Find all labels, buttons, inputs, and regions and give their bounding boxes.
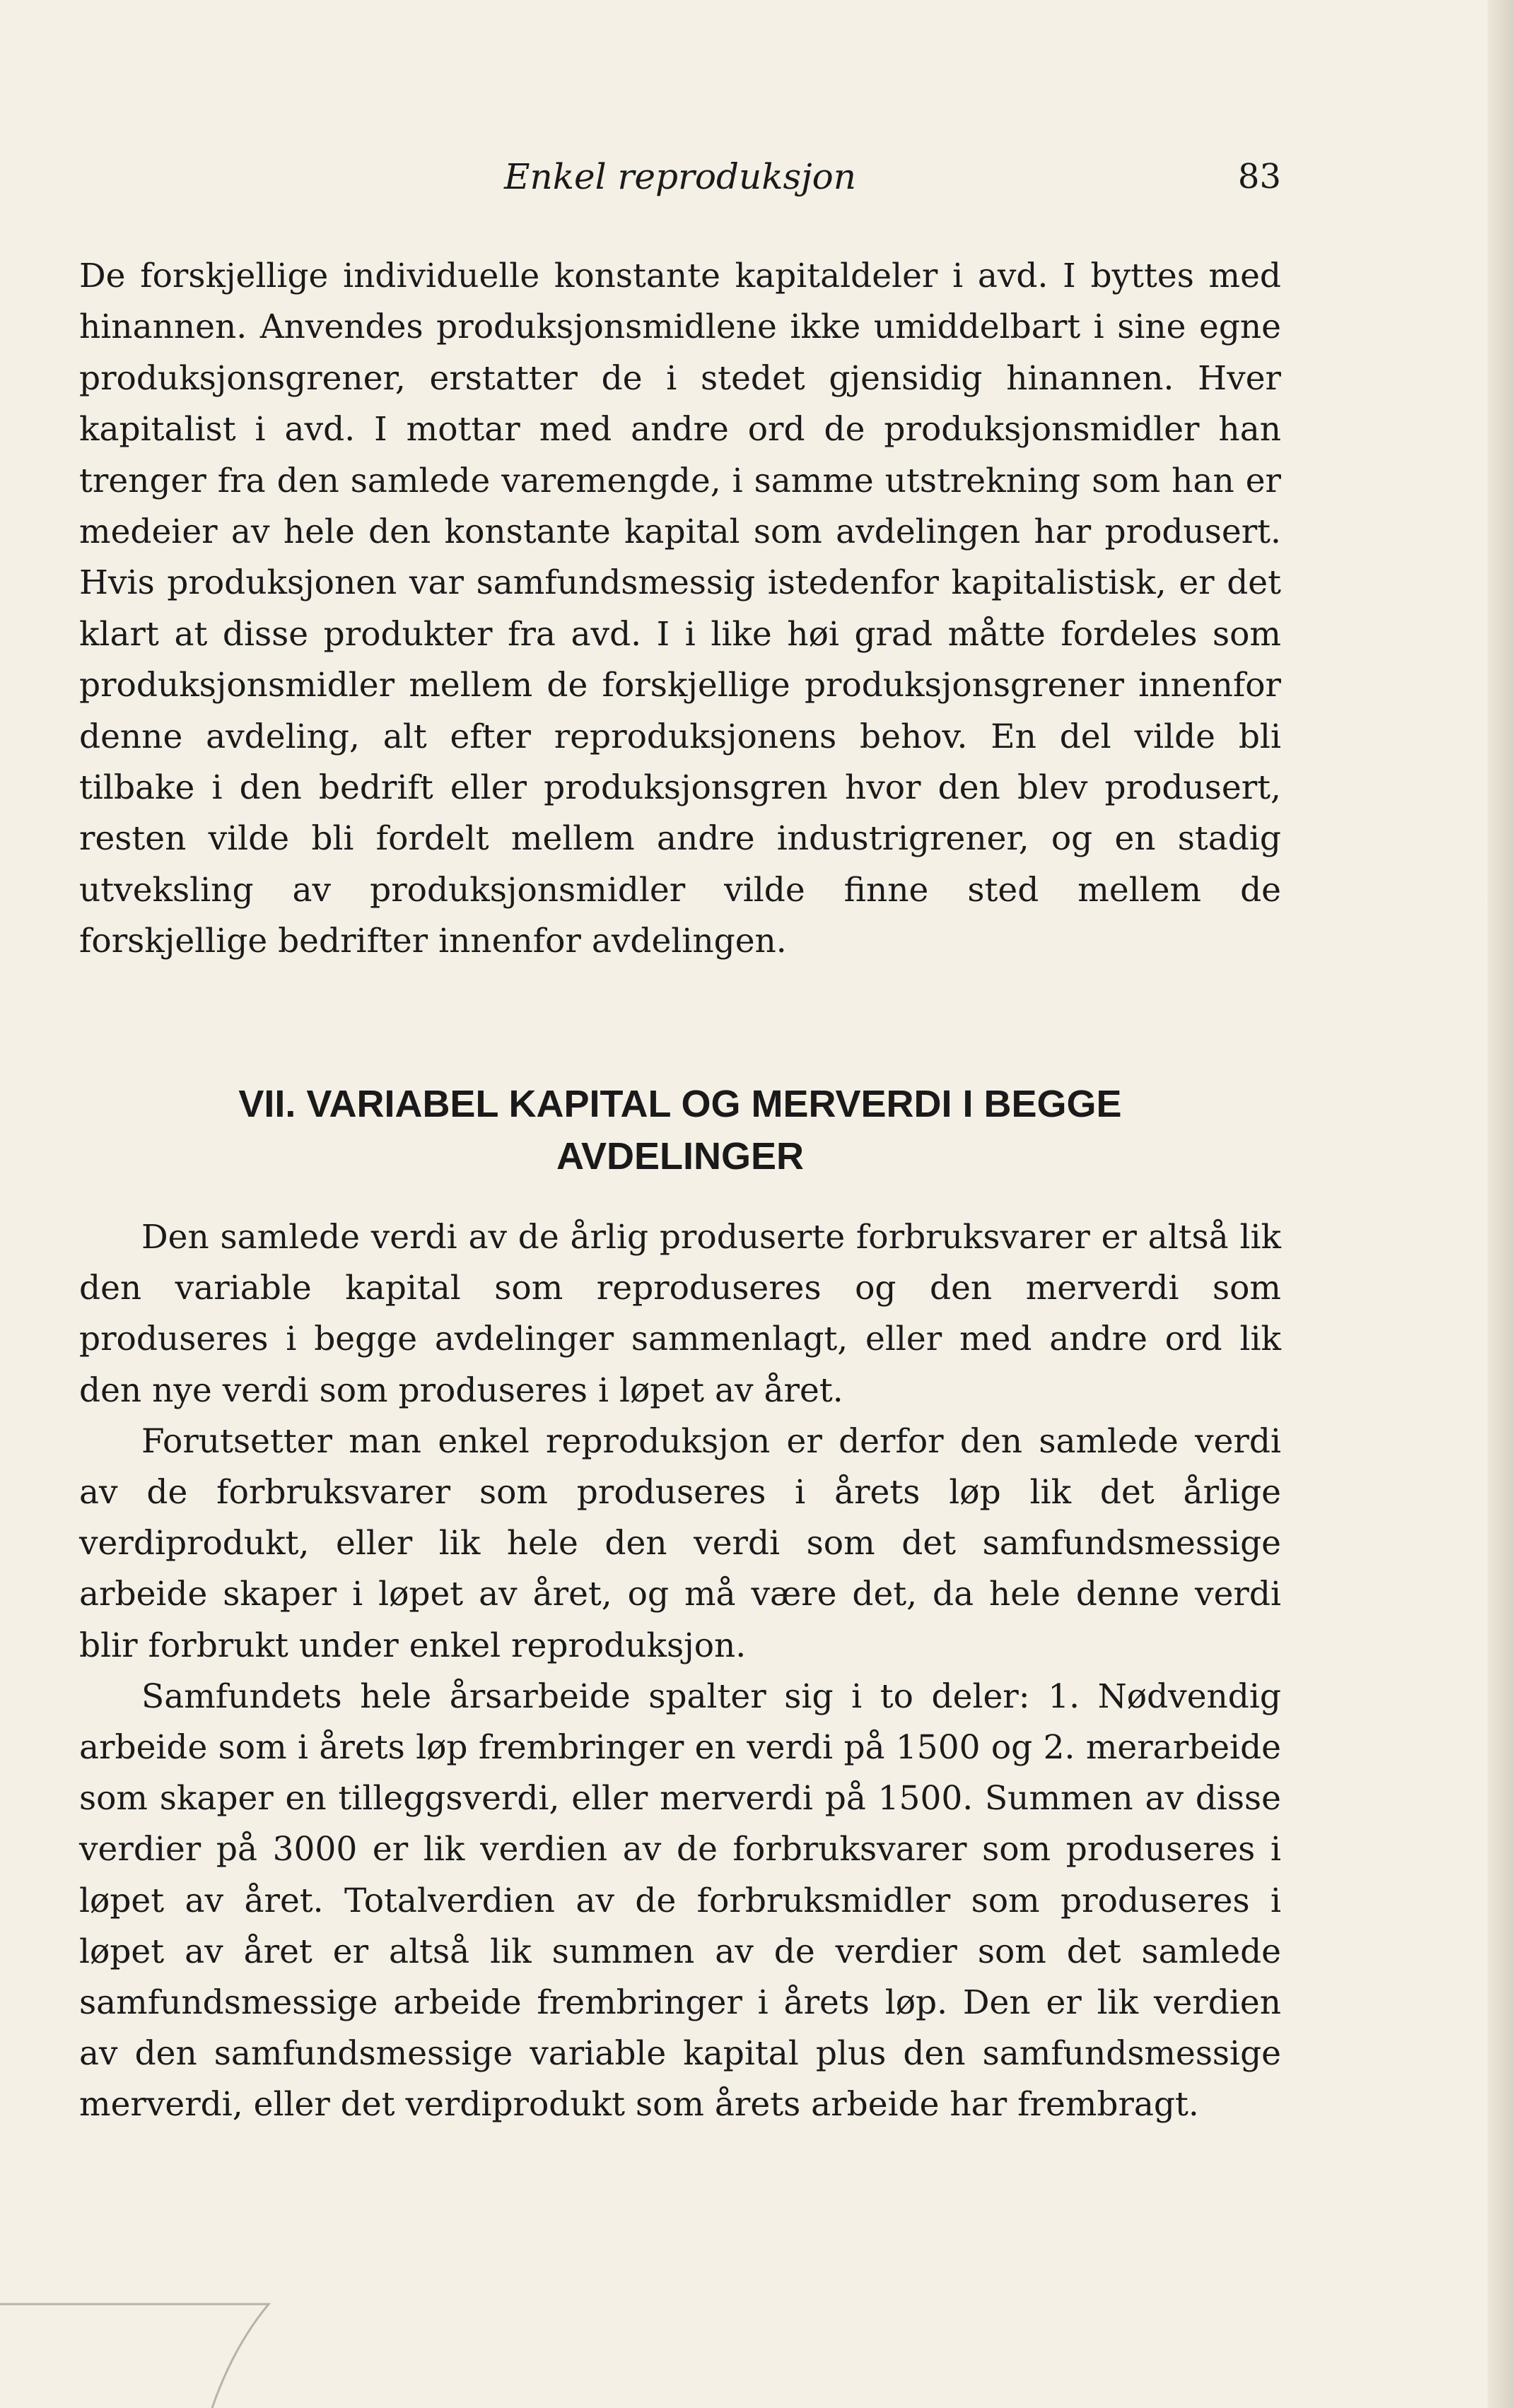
text-block-bottom	[79, 1212, 1281, 2131]
paragraph: Den samlede verdi av de årlig produserte forbruksvarer er altså lik den variable kapital som reproduseres og den merverdi som produseres i begge avdelinger sammenlagt, eller med andre ord lik den nye verdi som produseres i løpet av året.	[79, 1218, 1281, 1410]
page-number: 83	[1237, 157, 1281, 196]
paragraph: Forutsetter man enkel reproduksjon er derfor den samlede verdi av de forbruksvarer som produseres i årets løp lik det årlige verdiprodukt, eller lik hele den verdi som det samfundsmessige arbeide skaper i løpet av året, og må være det, da hele denne verdi blir forbrukt under enkel reproduksjon.	[79, 1421, 1281, 1665]
section-heading-line-2: AVDELINGER	[556, 1135, 805, 1177]
pencil-mark	[0, 2283, 283, 2408]
paragraph: De forskjellige individuelle konstante kapitaldeler i avd. I byttes med hinannen. Anvendes produksjonsmidlene ikke umiddelbart i sine egne produksjonsgrener, erstatter de i stedet gjensidig hinannen. Hver kapitalist i avd. I mottar med andre ord de produksjonsmidler han trenger fra den samlede varemengde, i samme utstrekning som han er medeier av hele den konstante kapital som avdelingen har produsert. Hvis produksjonen var samfundsmessig istedenfor kapitalistisk, er det klart at disse produkter fra avd. I i like høi grad måtte fordeles som produksjonsmidler mellem de forskjellige produksjonsgrener innenfor denne avdeling, alt efter reproduksjonens behov. En del vilde bli tilbake i den bedrift eller produksjonsgren hvor den blev produsert, resten vilde bli fordelt mellem andre industrigrener, og en stadig utveksling av produksjonsmidler vilde finne sted mellem de forskjellige bedrifter innenfor avdelingen.	[79, 257, 1281, 961]
paragraph: Samfundets hele årsarbeide spalter sig i to deler: 1. Nødvendig arbeide som i årets løp frembringer en verdi på 1500 og 2. merarbeide som skaper en tilleggsverdi, eller merverdi på 1500. Summen av disse verdier på 3000 er lik verdien av de forbruksvarer som produseres i løpet av året. Totalverdien av de forbruksmidler som produseres i løpet av året er altså lik summen av de verdier som det samlede samfundsmessige arbeide frembringer i årets løp. Den er lik verdien av den samfundsmessige variable kapital plus den samfundsmessige merverdi, eller det verdiprodukt som årets arbeide har frembragt.	[79, 1676, 1281, 2125]
page-header	[79, 148, 1281, 205]
section-heading-line-1: VII. VARIABEL KAPITAL OG MERVERDI I BEGGE	[238, 1083, 1122, 1125]
running-title: Enkel reproduksjon	[504, 156, 856, 197]
section-heading	[79, 1078, 1281, 1182]
text-block-top	[79, 251, 1281, 968]
page-edge-shadow	[1488, 0, 1513, 2408]
